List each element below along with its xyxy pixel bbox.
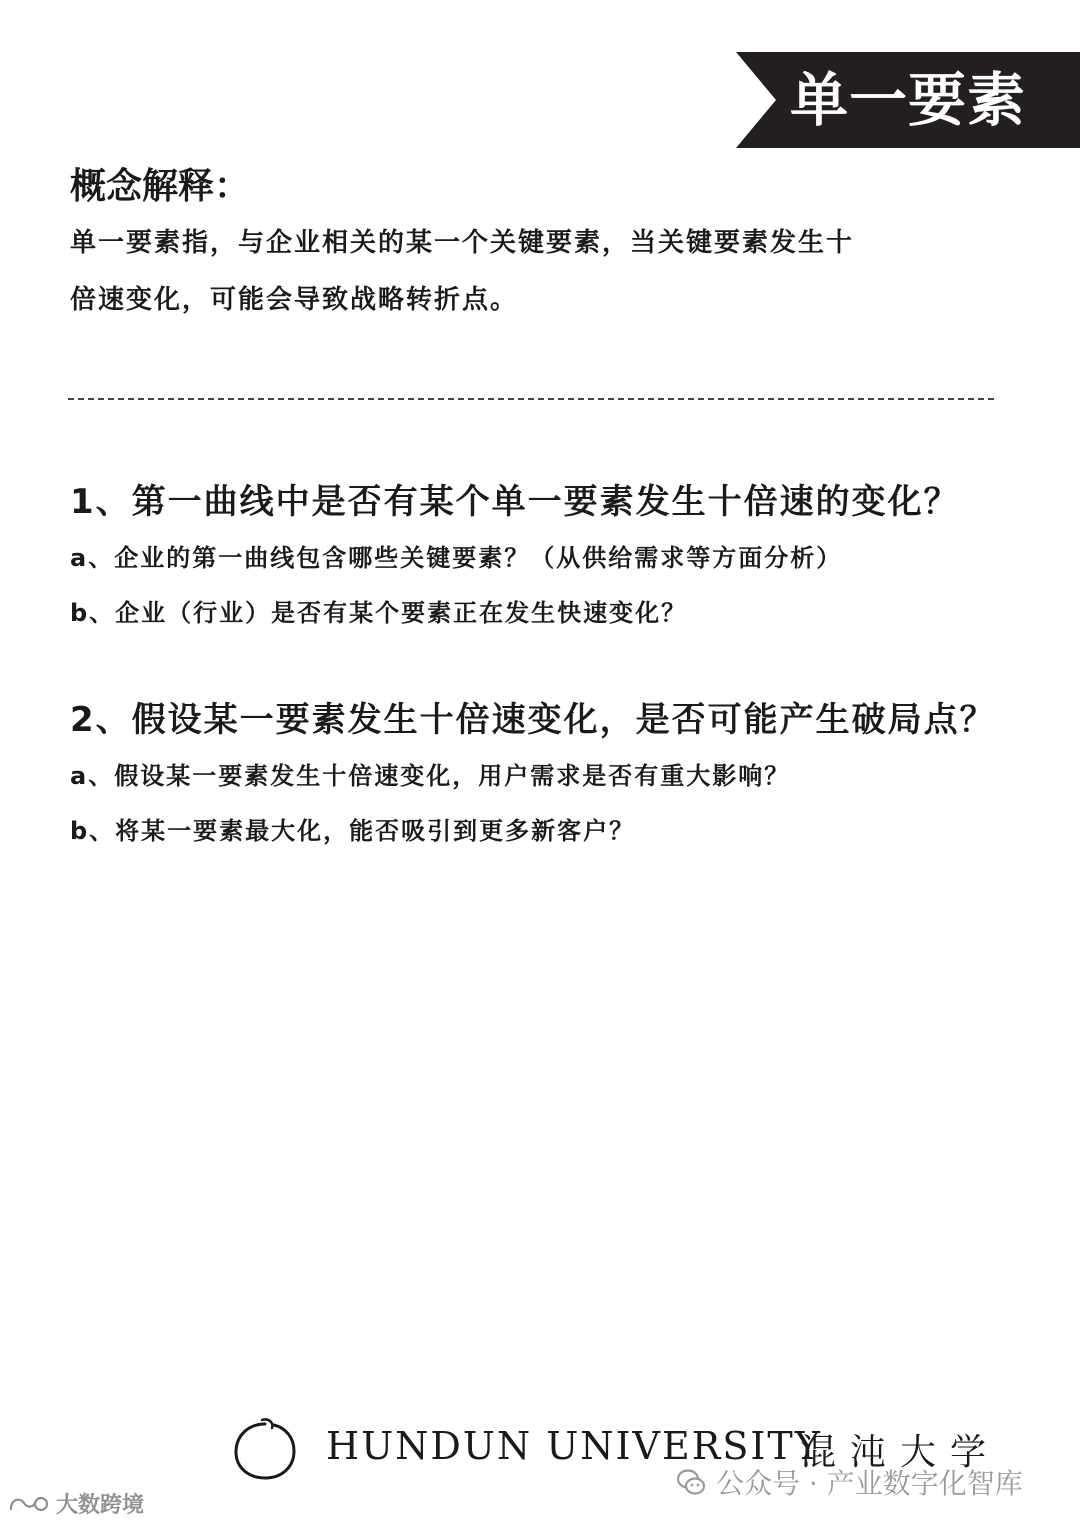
wechat-watermark bbox=[676, 1462, 1023, 1502]
concept-heading: 概念解释： bbox=[70, 166, 251, 207]
logo-chinese-name: 混沌大学 bbox=[800, 1432, 1001, 1473]
logo-english-name: HUNDUN UNIVERSITY bbox=[326, 1424, 822, 1468]
question-title: 1、第一曲线中是否有某个单一要素发生十倍速的变化？ bbox=[70, 482, 960, 522]
source-watermark-text: 大数跨境 bbox=[56, 1493, 145, 1518]
wechat-icon bbox=[676, 1467, 706, 1497]
question-title: 2、假设某一要素发生十倍速变化，是否可能产生破局点？ bbox=[70, 700, 996, 740]
wechat-watermark-text: 公众号 · 产业数字化智库 bbox=[716, 1467, 1023, 1500]
question-sub-item: b、企业（行业）是否有某个要素正在发生快速变化？ bbox=[70, 599, 688, 627]
source-watermark bbox=[8, 1488, 144, 1519]
question-sub-item: a、假设某一要素发生十倍速变化，用户需求是否有重大影响？ bbox=[70, 762, 791, 790]
hundun-logo-icon bbox=[232, 1416, 298, 1482]
question-sub-item: b、将某一要素最大化，能否吸引到更多新客户？ bbox=[70, 817, 636, 845]
concept-line: 倍速变化，可能会导致战略转折点。 bbox=[70, 285, 519, 315]
question-sub-item: a、企业的第一曲线包含哪些关键要素？（从供给需求等方面分析） bbox=[70, 544, 843, 572]
source-logo-icon bbox=[8, 1493, 50, 1515]
section-divider bbox=[68, 398, 994, 400]
concept-line: 单一要素指，与企业相关的某一个关键要素，当关键要素发生十 bbox=[70, 228, 855, 258]
page-title: 单一要素 bbox=[790, 66, 1027, 134]
